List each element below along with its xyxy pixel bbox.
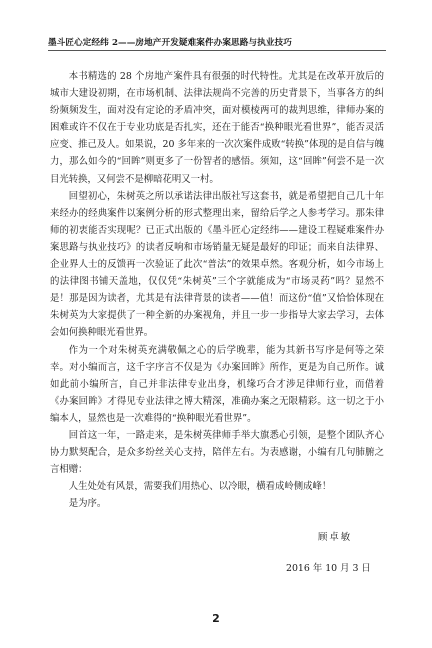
paragraph: 是为序。 xyxy=(68,498,107,510)
header-rule xyxy=(48,50,386,51)
date: 2016 年 10 月 3 日 xyxy=(286,563,371,574)
paragraph: 回首这一年，一路走来，是朱树英律师手举大旗悉心引领，是整个团队齐心协力默契配合，是众多纷丝关心支持，陪伴左右。为表感谢，小编有几句肺腑之言相赠： xyxy=(50,429,384,476)
paragraph: 本书精选的 28 个房地产案件具有很强的时代特性。尤其是在改革开放后的城市大建设初期，在市场机制、法律法规尚不完善的历史背景下，当事各方的纠纷频频发生，面对没有定论的矛盾冲突，面对模棱两可的裁判思维，律师办案的困难或许不仅在于专业功底是否扎实，还在于能否“换种眼光看世界”，能否灵活应变、推己及人。如果说，20 多年来的一次次案件成败“转换”体现的是自信与魄力，那么如今的“回眸”则更多了一份智者的感悟。须知，这“回眸”何尝不是一次目光转换，又何尝不是柳暗花明又一村。 xyxy=(50,71,384,185)
paragraph: 作为一个对朱树英充满敬佩之心的后学晚辈，能为其新书写序是何等之荣幸。对小编而言，这千字序言不仅是为《办案回眸》所作，更是为自己所作。诚如此前小编所言，自己并非法律专业出身，机缘巧合才涉足律师行业，而借着《办案回眸》才得见专业法律之博大精深，准确办案之无限精彩。这一切之于小编本人，显然也是一次难得的“换种眼光看世界”。 xyxy=(50,344,384,424)
paragraph: 回望初心，朱树英之所以承诺法律出版社写这套书，就是希望把自己几十年来经办的经典案件以案例分析的形式整理出来，留给后学之人参考学习。那朱律师的初衷能否实现呢？已正式出版的《墨斗匠心定经纬——建设工程疑难案件办案思路与执业技巧》的读者反响和市场销量无疑是最好的印证；而来自法律界、企业界人士的反馈再一次验证了此次“普法”的效果卓然。客观分析，如今市场上的法律图书铺天盖地，仅仅凭“朱树英”三个字就能成为“市场灵药”吗？显然不是！那是因为读者，尤其是有法律背景的读者——值！而这份“值”又恰恰体现在朱树英为大家提供了一种全新的办案视角，并且一步一步指导大家去学习，去体会如何换种眼光看世界。 xyxy=(50,190,384,339)
body-text xyxy=(50,68,384,512)
running-head: 墨斗匠心定经纬 2——房地产开发疑难案件办案思路与执业技巧 xyxy=(48,38,292,48)
paragraph: 人生处处有风景，需要我们用热心、以冷眼，横看成岭侧成峰！ xyxy=(68,481,332,493)
page-number: 2 xyxy=(212,612,220,625)
author-signature: 顾卓敏 xyxy=(318,532,353,543)
